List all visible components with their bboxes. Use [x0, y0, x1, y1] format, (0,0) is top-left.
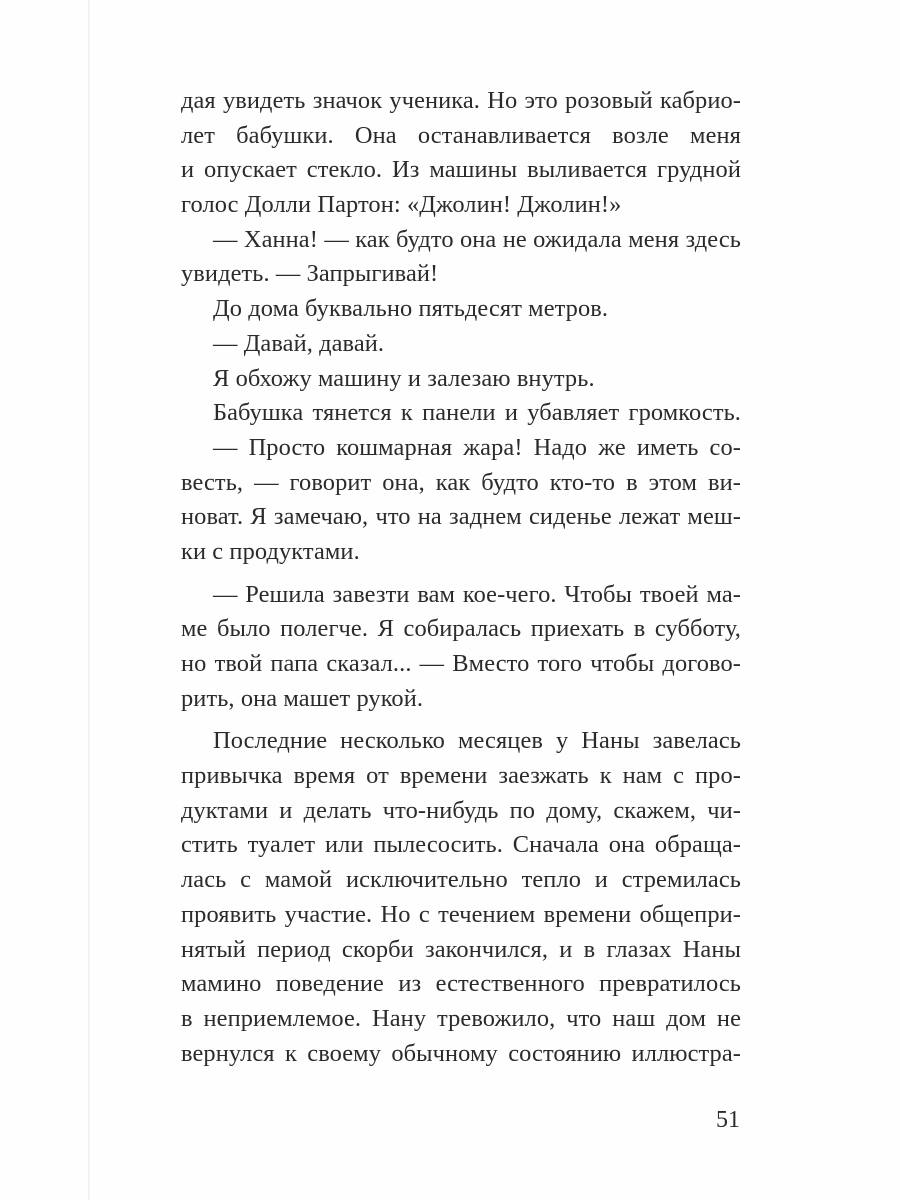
text-line: новат. Я замечаю, что на заднем сиденье лежат меш-: [181, 503, 741, 531]
paragraph-gap: [181, 570, 741, 578]
text-line: ки с продуктами.: [181, 537, 360, 565]
text-line: лет бабушки. Она останавливается возле меня: [181, 121, 741, 149]
text-line: Я обхожу машину и залезаю внутрь.: [213, 364, 595, 392]
body-text: [181, 84, 741, 1071]
text-line: стить туалет или пылесосить. Сначала она обраща-: [181, 831, 741, 859]
text-line: дуктами и делать что-нибудь по дому, скажем, чи-: [181, 796, 741, 824]
text-line: дая увидеть значок ученика. Но это розовый кабрио-: [181, 87, 741, 114]
text-line: привычка время от времени заезжать к нам с про-: [181, 762, 741, 790]
text-line: увидеть. — Запрыгивай!: [181, 260, 439, 288]
text-line: лась с мамой исключительно тепло и стремилась: [181, 866, 741, 894]
text-line: и опускает стекло. Из машины выливается грудной: [181, 156, 741, 184]
text-line: голос Долли Партон: «Джолин! Джолин!»: [181, 191, 622, 219]
text-line: ме было полегче. Я собиралась приехать в субботу,: [181, 615, 741, 643]
text-line: — Давай, давай.: [213, 329, 385, 357]
page-number: 51: [716, 1107, 740, 1133]
text-line: весть, — говорит она, как будто кто-то в этом ви-: [181, 468, 741, 496]
text-line: — Решила завезти вам кое-чего. Чтобы твоей ма-: [213, 580, 741, 608]
text-line: рить, она машет рукой.: [181, 684, 424, 712]
text-line: — Ханна! — как будто она не ожидала меня здесь: [213, 225, 741, 253]
text-line: нятый период скорби закончился, и в глазах Наны: [181, 935, 741, 963]
text-line: вернулся к своему обычному состоянию иллюстра-: [181, 1039, 741, 1067]
text-line: в неприемлемое. Нану тревожило, что наш дом не: [181, 1004, 741, 1032]
text-line: проявить участие. Но с течением времени общепри-: [181, 900, 741, 928]
page-edge-shadow: [88, 0, 90, 1200]
text-line: Бабушка тянется к панели и убавляет громкость.: [213, 399, 741, 427]
text-line: — Просто кошмарная жара! Надо же иметь со-: [213, 433, 741, 461]
text-line: но твой папа сказал... — Вместо того чтобы догово-: [181, 650, 741, 677]
text-line: Последние несколько месяцев у Наны завелась: [213, 727, 741, 755]
text-line: мамино поведение из естественного превратилось: [181, 970, 741, 998]
paragraph-gap: [181, 716, 741, 724]
text-line: До дома буквально пятьдесят метров.: [213, 295, 609, 323]
